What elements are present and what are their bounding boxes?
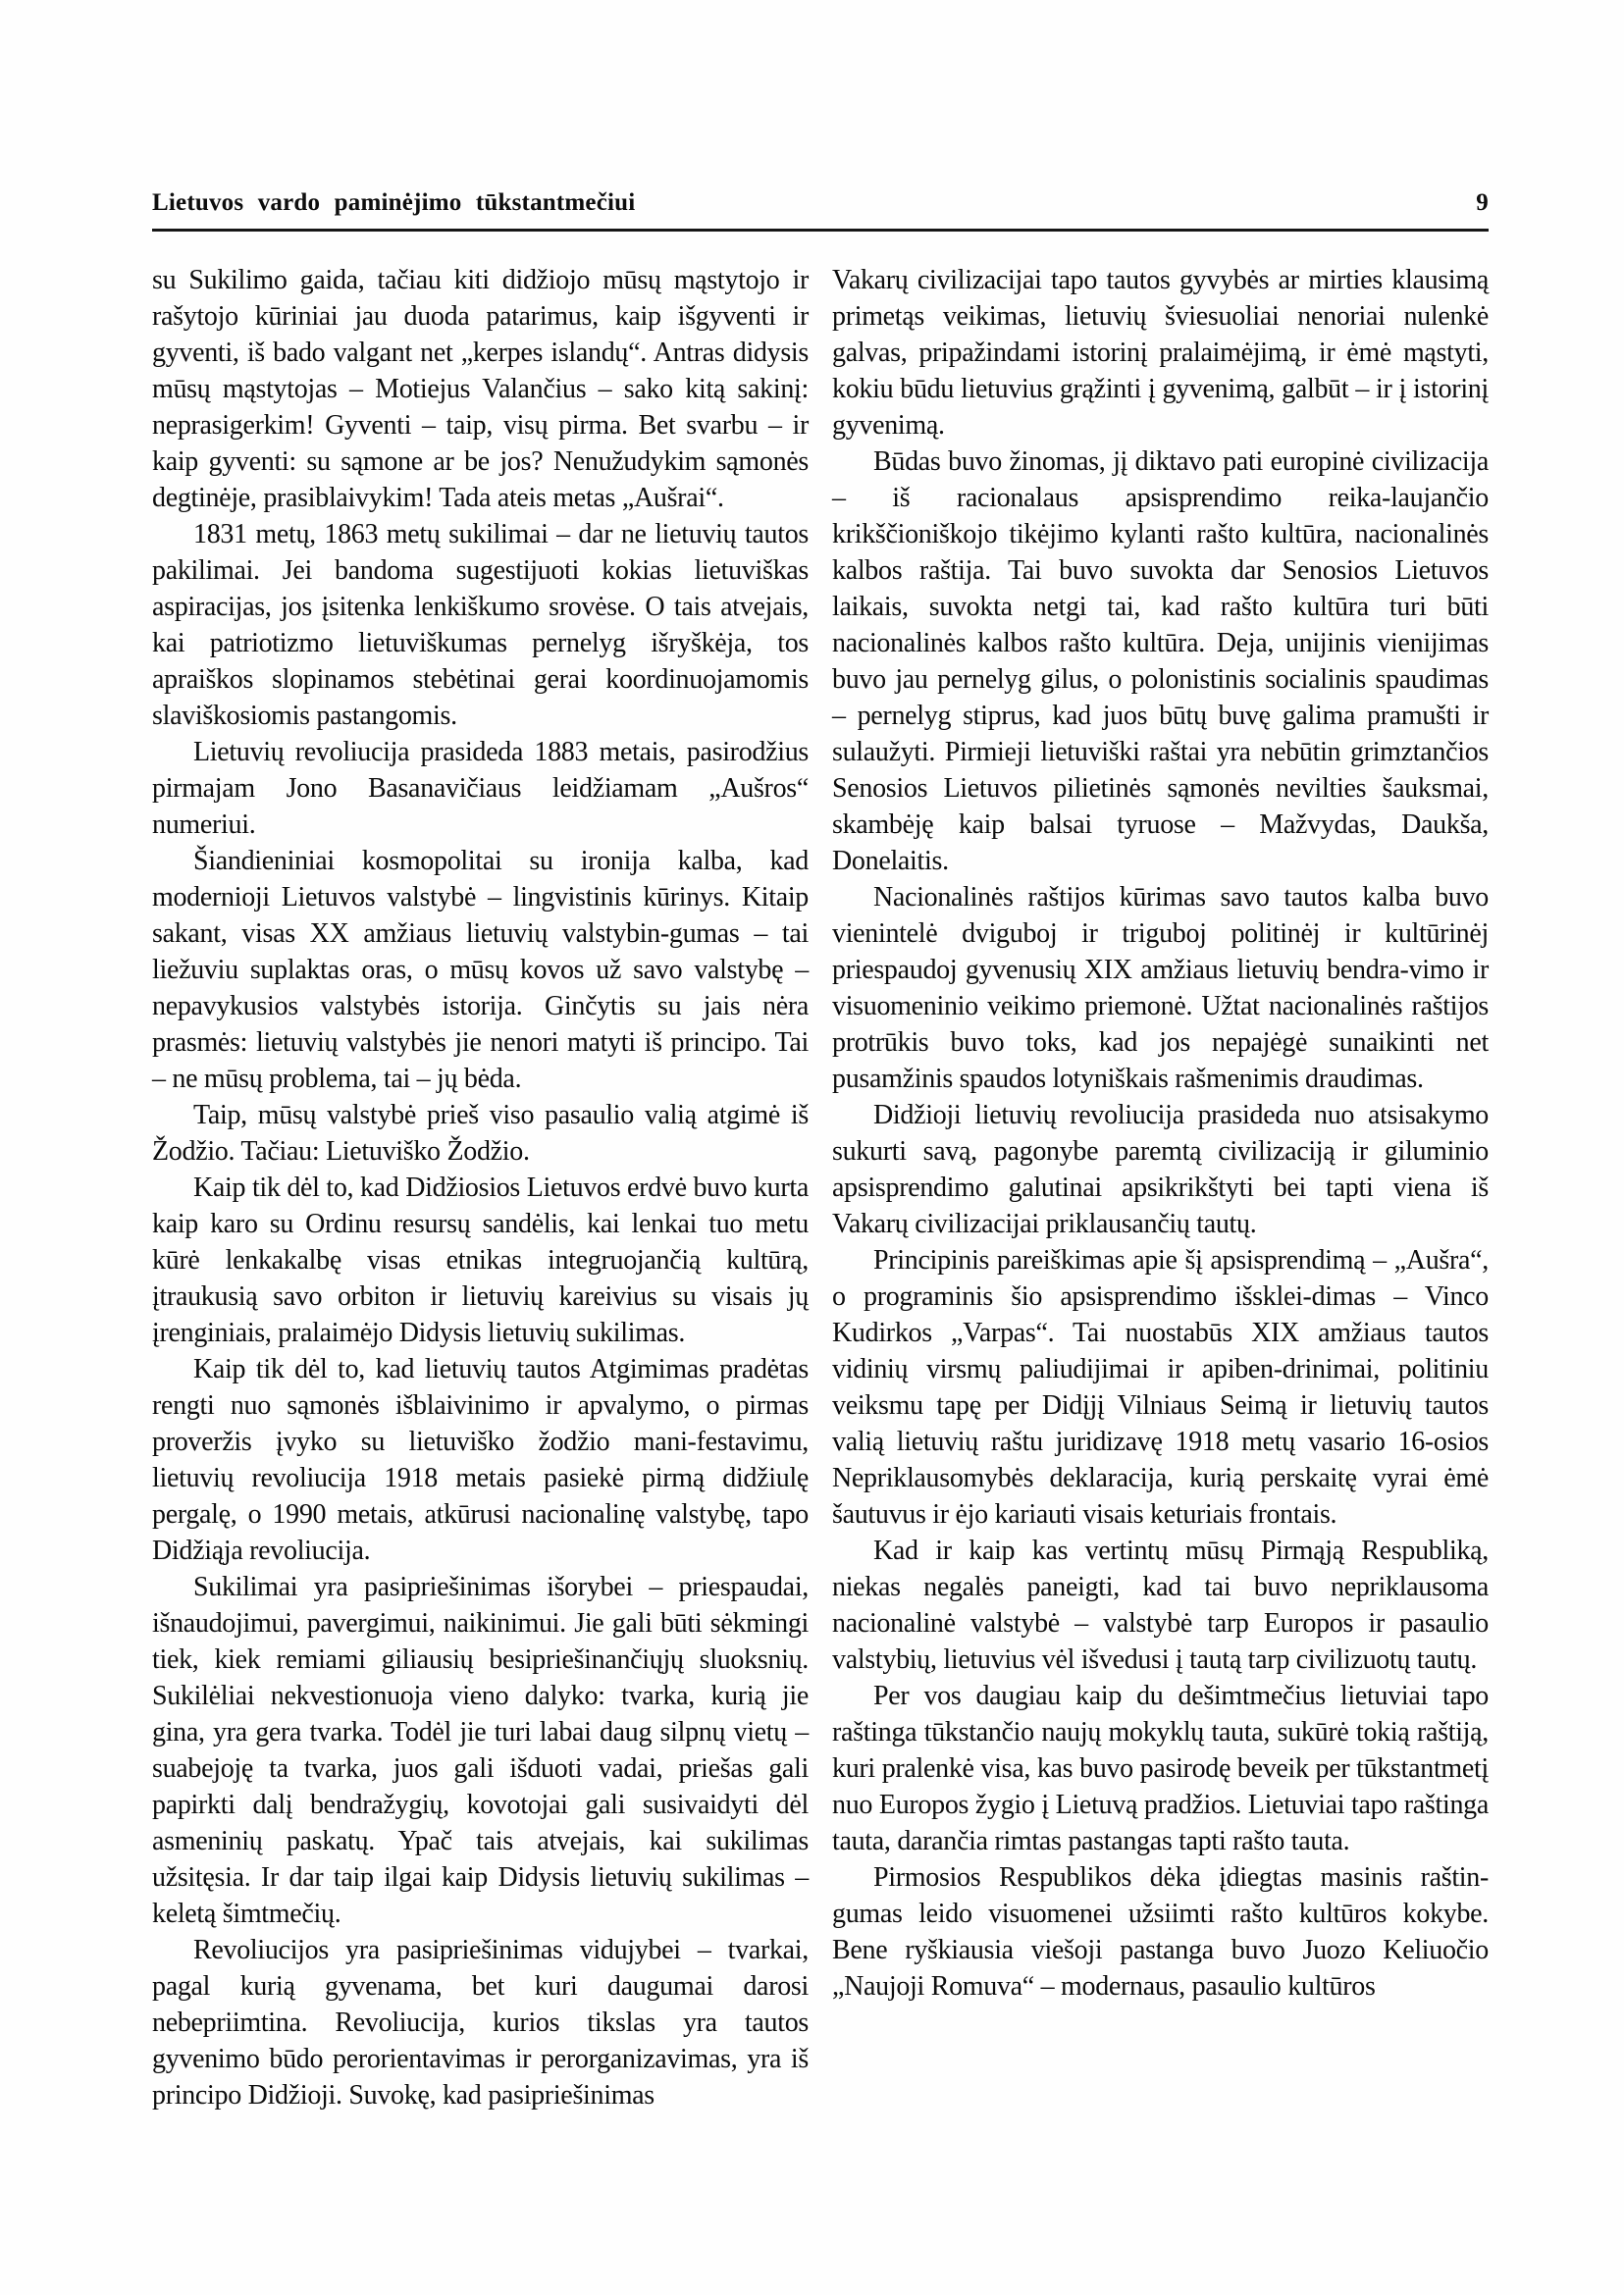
right-column <box>832 262 1489 2113</box>
paragraph: Revoliucijos yra pasipriešinimas vidujybei – tvarkai, pagal kurią gyvenama, bet kuri daugumai darosi nebepriimtina. Revoliucija, kurios tikslas yra tautos gyvenimo būdo perorientavimas ir perorganizavimas, yra iš principo Didžioji. Suvokę, kad pasipriešinimas <box>152 1935 809 2111</box>
paragraph: Per vos daugiau kaip du dešimtmečius lietuviai tapo raštinga tūkstančio naujų mokyklų tauta, sukūrė tokią raštiją, kuri pralenkė visa, kas buvo pasirodę beveik per tūkstantmetį nuo Europos žygio į Lietuvą pradžios. Lietuviai tapo raštinga tauta, darančia rimtas pastangas tapti rašto tauta. <box>832 1681 1489 1856</box>
paragraph: Sukilimai yra pasipriešinimas išorybei – priespaudai, išnaudojimui, pavergimui, naikinimui. Jie gali būti sėkmingi tiek, kiek remiami giliausių besipriešinančiųjų sluoksnių. Sukilėliai nekvestionuoja vieno dalyko: tvarka, kurią jie gina, yra gera tvarka. Todėl jie turi labai daug silpnų vietų – suabejoję ta tvarka, juos gali išduoti vadai, priešas gali papirkti dalį bendražygių, kovotojai gali susivaidyti dėl asmeninių paskatų. Ypač tais atvejais, kai sukilimas užsitęsia. Ir dar taip ilgai kaip Didysis lietuvių sukilimas – keletą šimtmečių. <box>152 1572 809 1929</box>
text-columns <box>152 262 1489 2113</box>
paragraph: Kaip tik dėl to, kad lietuvių tautos Atgimimas pradėtas rengti nuo sąmonės išblaivinimo ir apvalymo, o pirmas proveržis įvyko su lietuviško žodžio mani-festavimu, lietuvių revoliucija 1918 metais pasiekė pirmą didžiulę pergalę, o 1990 metais, atkūrusi nacionalinę valstybę, tapo Didžiąja revoliucija. <box>152 1354 809 1566</box>
paragraph: 1831 metų, 1863 metų sukilimai – dar ne lietuvių tautos pakilimai. Jei bandoma sugestijuoti kokias lietuviškas aspiracijas, jos įsitenka lenkiškumo srovėse. O tais atvejais, kai patriotizmo lietuviškumas pernelyg išryškėja, tos apraiškos slopinamos stebėtinai gerai koordinuojamomis slaviškosiomis pastangomis. <box>152 519 809 731</box>
running-header <box>152 189 1489 232</box>
paragraph: Kad ir kaip kas vertintų mūsų Pirmąją Respubliką, niekas negalės paneigti, kad tai buvo nepriklausoma nacionalinė valstybė – valstybė tarp Europos ir pasaulio valstybių, lietuvius vėl išvedusi į tautą tarp civilizuotų tautų. <box>832 1536 1489 1675</box>
paragraph: Pirmosios Respublikos dėka įdiegtas masinis raštin-gumas leido visuomenei užsiimti rašto kultūros kokybe. Bene ryškiausia viešoji pastanga buvo Juozo Keliuočio „Naujoji Romuva“ – modernaus, pasaulio kultūros <box>832 1862 1489 2002</box>
paragraph: Šiandieniniai kosmopolitai su ironija kalba, kad modernioji Lietuvos valstybė – lingvistinis kūrinys. Kitaip sakant, visas XX amžiaus lietuvių valstybin-gumas – tai liežuviu suplaktas oras, o mūsų kovos už savo valstybę – nepavykusios valstybės istorija. Ginčytis su jais nėra prasmės: lietuvių valstybės jie nenori matyti iš principo. Tai – ne mūsų problema, tai – jų bėda. <box>152 846 809 1094</box>
paragraph: Nacionalinės raštijos kūrimas savo tautos kalba buvo vienintelė dviguboj ir triguboj politinėj ir kultūrinėj priespaudoj gyvenusių XIX amžiaus lietuvių bendra-vimo ir visuomeninio veikimo priemonė. Užtat nacionalinės raštijos protrūkis buvo toks, kad jos nepajėgė sunaikinti net pusamžinis spaudos lotyniškais rašmenimis draudimas. <box>832 882 1489 1094</box>
page-content <box>152 189 1489 2113</box>
paragraph: su Sukilimo gaida, tačiau kiti didžiojo mūsų mąstytojo ir rašytojo kūriniai jau duoda patarimus, kaip išgyventi ir gyventi, iš bado valgant net „kerpes islandų“. Antras didysis mūsų mąstytojas – Motiejus Valančius – sako kitą sakinį: neprasigerkim! Gyventi – taip, visų pirma. Bet svarbu – ir kaip gyventi: su sąmone ar be jos? Nenužudykim sąmonės degtinėje, prasiblaivykim! Tada ateis metas „Aušrai“. <box>152 265 809 513</box>
paragraph: Kaip tik dėl to, kad Didžiosios Lietuvos erdvė buvo kurta kaip karo su Ordinu resursų sandėlis, kai lenkai tuo metu kūrė lenkakalbę visas etnikas integruojančią kultūrą, įtraukusią savo orbiton ir lietuvių kareivius su visais jų įrenginiais, pralaimėjo Didysis lietuvių sukilimas. <box>152 1173 809 1348</box>
paragraph: Principinis pareiškimas apie šį apsisprendimą – „Aušra“, o programinis šio apsisprendimo išsklei-dimas – Vinco Kudirkos „Varpas“. Tai nuostabūs XIX amžiaus tautos vidinių virsmų paliudijimai ir apiben-drinimai, politiniu veiksmu tapę per Didįjį Vilniaus Seimą ir lietuvių tautos valią lietuvių raštu juridizavę 1918 metų vasario 16-osios Nepriklausomybės deklaracija, kurią perskaitę vyrai ėmė šautuvus ir ėjo kariauti visais keturiais frontais. <box>832 1245 1489 1530</box>
left-column <box>152 262 809 2113</box>
paragraph: Lietuvių revoliucija prasideda 1883 metais, pasirodžius pirmajam Jono Basanavičiaus leidžiamam „Aušros“ numeriui. <box>152 737 809 840</box>
page-number: 9 <box>1476 189 1489 216</box>
paragraph: Taip, mūsų valstybė prieš viso pasaulio valią atgimė iš Žodžio. Tačiau: Lietuviško Žodžio. <box>152 1100 809 1167</box>
paragraph: Būdas buvo žinomas, jį diktavo pati europinė civilizacija – iš racionalaus apsisprendimo reika-laujančio krikščioniškojo tikėjimo kylanti rašto kultūra, nacionalinės kalbos raštija. Tai buvo suvokta dar Senosios Lietuvos laikais, suvokta netgi tai, kad rašto kultūra turi būti nacionalinės kalbos rašto kultūra. Deja, unijinis vienijimas buvo jau pernelyg gilus, o polonistinis socialinis spaudimas – pernelyg stiprus, kad juos būtų buvę galima pramušti ir sulaužyti. Pirmieji lietuviški raštai yra nebūtin grimztančios Senosios Lietuvos pilietinės sąmonės nevilties šauksmai, skambėję kaip balsai tyruose – Mažvydas, Daukša, Donelaitis. <box>832 446 1489 876</box>
paragraph: Vakarų civilizacijai tapo tautos gyvybės ar mirties klausimą primetąs veikimas, lietuvių šviesuoliai nenoriai nulenkė galvas, pripažindami istorinį pralaimėjimą, ir ėmė mąstyti, kokiu būdu lietuvius grąžinti į gyvenimą, galbūt – ir į istorinį gyvenimą. <box>832 265 1489 441</box>
paragraph: Didžioji lietuvių revoliucija prasideda nuo atsisakymo sukurti savą, pagonybe paremtą civilizaciją ir giluminio apsisprendimo galutinai apsikrikštyti bei tapti viena iš Vakarų civilizacijai priklausančių tautų. <box>832 1100 1489 1239</box>
page-title: Lietuvos vardo paminėjimo tūkstantmečiui <box>152 189 636 216</box>
